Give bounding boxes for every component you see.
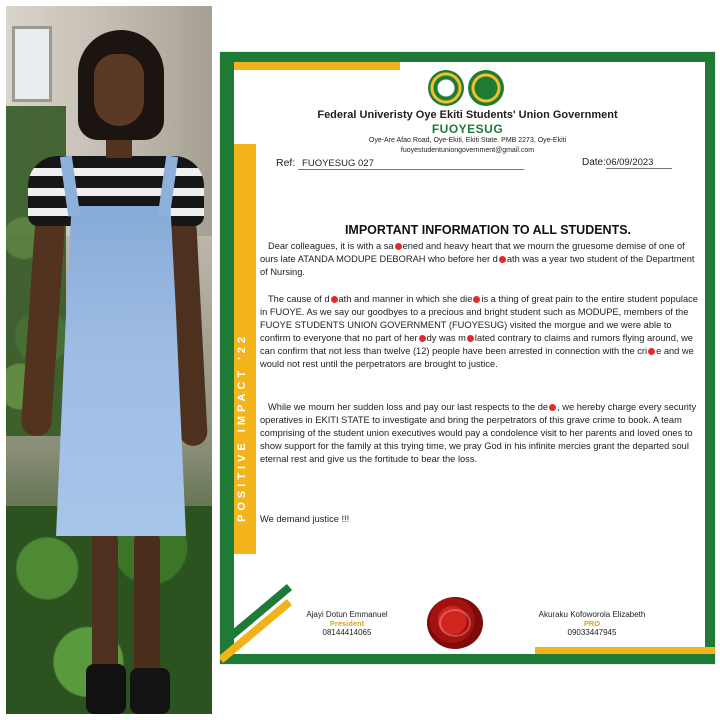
redaction-dot <box>473 296 480 303</box>
side-banner-text: POSITIVE IMPACT '22 <box>236 332 248 522</box>
ref-value: FUOYESUG 027 <box>298 158 524 170</box>
redaction-dot <box>331 296 338 303</box>
organization-name: Federal Univeristy Oye Ekiti Students' Union Government <box>317 109 618 121</box>
date <box>582 157 672 169</box>
redaction-dot <box>467 335 474 342</box>
logos <box>428 70 508 110</box>
date-value: 06/09/2023 <box>606 157 672 169</box>
ref-label: Ref: <box>276 157 296 169</box>
top-gold-band <box>220 62 400 70</box>
signatory-name: Akuraku Kofoworola Elizabeth <box>538 610 646 619</box>
left-leg <box>92 531 118 681</box>
union-logo <box>468 70 504 106</box>
portrait-photo <box>6 6 212 714</box>
organization-abbr: FUOYESUG <box>431 122 504 136</box>
left-boot <box>86 664 126 714</box>
window <box>12 26 52 102</box>
signatory-phone: 08144414065 <box>322 628 372 637</box>
organization-email: fuoyestudentuniongovernment@gmail.com <box>400 147 535 154</box>
redaction-dot <box>499 256 506 263</box>
signatory-pro <box>507 610 677 637</box>
paragraph-3: While we mourn her sudden loss and pay our last respects to the de , we hereby charge every security operatives in EKITI STATE to investigate and bring the perpetrators of this grave crime to book. A team comprising of the student union executives would pay a condolence visit to her parents and loved ones to show support for the family at this trying time, we pray God in his infinite mercies grant the departed soul eternal rest and give us the fortitude to bear the loss. <box>260 402 697 464</box>
redaction-dot <box>395 243 402 250</box>
paragraph-2: The cause of d ath and manner in which she die is a thing of great pain to the entire student populace in FUOYE. As we say our goodbyes to a precious and bright student such as MODUPE, members of the FUOYE STUDENTS UNION GOVERNMENT (FUOYESUG) visited the morgue and we were able to confirm to everyone that no part of her dy was m lated contrary to claims and rumors flying around, we can confirm that not less than twelve (12) people have been arrested in connection with the cri e and we would not rest until the perpetrators are brought to justice. <box>260 294 698 369</box>
right-boot <box>130 668 170 714</box>
redaction-dot <box>648 348 655 355</box>
top-green-band <box>220 52 715 62</box>
letter-heading: IMPORTANT INFORMATION TO ALL STUDENTS. <box>344 223 632 237</box>
demand-statement: We demand justice !!! <box>260 514 350 524</box>
redaction-dot <box>419 335 426 342</box>
bottom-green-band <box>220 654 715 664</box>
signatory-role: President <box>329 619 365 628</box>
redaction-dot <box>549 404 556 411</box>
signatory-president <box>262 610 432 637</box>
organization-address: Oye-Are Afao Road, Oye-Ekiti, Ekiti State. PMB 2273, Oye-Ekiti <box>368 137 567 144</box>
date-label: Date: <box>582 157 606 168</box>
signatory-name: Ajayi Dotun Emmanuel <box>306 610 388 619</box>
denim-dress <box>56 206 186 536</box>
bottom-gold-band <box>535 647 715 654</box>
right-leg <box>134 531 160 681</box>
university-logo <box>428 70 464 106</box>
face <box>94 54 144 126</box>
paragraph-1: Dear colleagues, it is with a sa ened and heavy heart that we mourn the gruesome demise of one of ours late ATANDA MODUPE DEBORAH who before her d ath was a year two student of the Department of Nursing. <box>260 241 695 277</box>
signatory-role: PRO <box>583 619 601 628</box>
wax-seal <box>427 597 483 649</box>
reference <box>276 157 524 170</box>
union-letter <box>220 52 715 664</box>
signatory-phone: 09033447945 <box>567 628 617 637</box>
